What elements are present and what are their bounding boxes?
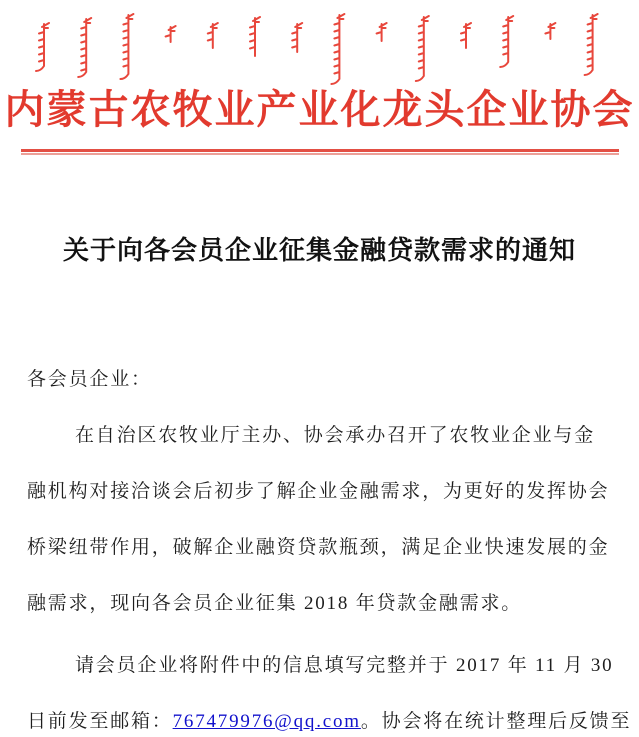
body-line: 在自治区农牧业厅主办、协会承办召开了农牧业企业与金 — [75, 425, 596, 446]
body-line: 融需求，现向各会员企业征集 2018 年贷款金融需求。 — [27, 593, 523, 614]
body-line — [27, 694, 632, 737]
org-name: 内蒙古农牧业产业化龙头企业协会 — [4, 87, 635, 132]
email-link[interactable]: 767479976@qq.com — [172, 711, 361, 732]
body-line: 融机构对接洽谈会后初步了解企业金融需求，为更好的发挥协会 — [27, 481, 610, 502]
email-line-suffix: 。协会将在统计整理后反馈至 — [360, 711, 632, 732]
notice-body — [27, 352, 632, 737]
body-line: 桥梁纽带作用，破解企业融资贷款瓶颈，满足企业快速发展的金 — [27, 537, 610, 558]
email-line-prefix: 日前发至邮箱： — [27, 711, 173, 732]
letterhead-rule-bottom — [21, 153, 619, 155]
body-line: 请会员企业将附件中的信息填写完整并于 2017 年 11 月 30 — [75, 655, 614, 676]
mongolian-script — [0, 4, 639, 88]
salutation: 各会员企业： — [27, 369, 152, 390]
letterhead-rule-top — [21, 149, 619, 152]
notice-title: 关于向各会员企业征集金融贷款需求的通知 — [62, 235, 576, 265]
letterhead-rule — [21, 149, 619, 155]
